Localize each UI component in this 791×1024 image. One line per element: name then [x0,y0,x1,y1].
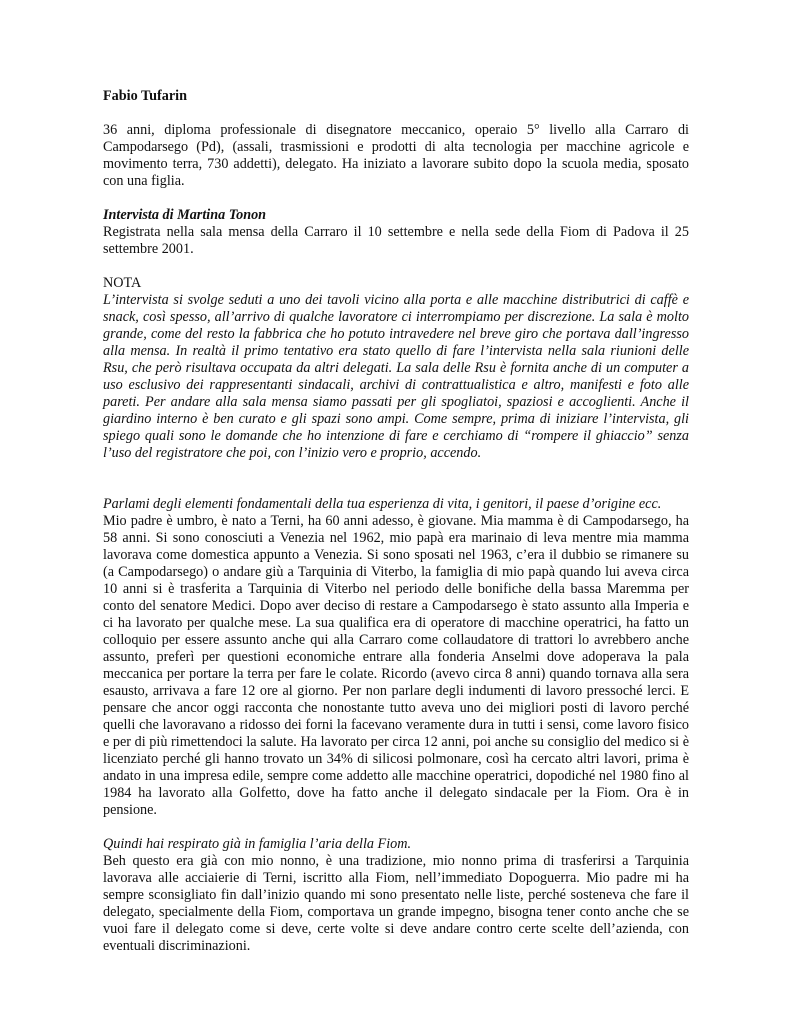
note-text: L’intervista si svolge seduti a uno dei tavoli vicino alla porta e alle macchine distributrici di caffè e snack, così spesso, all’arrivo di qualche lavoratore ci interrompiamo per discrezione. La sala è molto grande, come del resto la fabbrica che ho potuto intravedere nel breve giro che portava dall’ingresso alla mensa. In realtà il primo tentativo era stato quello di fare l’intervista nella sala riunioni delle Rsu, che però risultava occupata da altri delegati. La sala delle Rsu è fornita anche di un computer a uso esclusivo dei rappresentanti sindacali, archivi di contrattualistica e altro, manifesti e foto alle pareti. Per andare alla sala mensa siamo passati per gli spogliatoi, spaziosi e accoglienti. Anche il giardino interno è ben curato e gli spazi sono ampi. Come sempre, prima di iniziare l’intervista, gli spiego quali sono le domande che ho intenzione di fare e cerchiamo di “rompere il ghiaccio” senza l’uso del registratore che poi, con l’inizio vero e proprio, accendo. [103,292,689,461]
answer-1: Mio padre è umbro, è nato a Terni, ha 60 anni adesso, è giovane. Mia mamma è di Campodarsego, ha 58 anni. Si sono conosciuti a Venezia nel 1962, mio papà era marinaio di leva mentre mia mamma lavorava come domestica appunto a Venezia. Si sono sposati nel 1963, c’era il dubbio se rimanere su (a Campodarsego) o andare giù a Tarquinia di Viterbo, la famiglia di mio papà quando lui aveva circa 10 anni si è trasferita a Tarquinia di Viterbo nel periodo delle bonifiche della bassa Maremma per conto del senatore Medici. Dopo aver deciso di restare a Campodarsego è stato assunto alla Imperia e ci ha lavorato per qualche mese. La sua qualifica era di operatore di macchine operatrici, ha fatto un colloquio per essere assunto anche qui alla Carraro come collaudatore di trattori lo avrebbero anche assunto, preferì per questioni economiche entrare alla fonderia Anselmi dove adoperava la pala meccanica per portare la terra per fare le colate. Ricordo (avevo circa 8 anni) quando tornava alla sera esausto, arrivava a fare 12 ore al giorno. Per non parlare degli indumenti di lavoro pressoché lerci. E pensare che ancor oggi racconta che nonostante tutto aveva uno dei migliori posti di lavoro perché quelli che lavoravano a ridosso dei forni la facevano veramente dura in tutti i sensi, come lavoro fisico e per di più rimettendoci la salute. Ha lavorato per circa 12 anni, poi anche su consiglio del medico si è licenziato perché gli hanno trovato un 34% di silicosi polmonare, così ha cercato altri lavori, prima è andato in una impresa edile, sempre come addetto alle macchine operatrici, dopodiché nel 1980 fino al 1984 ha lavorato alla Golfetto, dove ha fatto anche il delegato sindacale per la Fiom. Ora è in pensione. [103,513,689,818]
question-1: Parlami degli elementi fondamentali della tua esperienza di vita, i genitori, il paese d’origine ecc. [103,496,662,512]
interview-heading: Intervista di Martina Tonon [103,207,267,223]
interview-recorded: Registrata nella sala mensa della Carraro il 10 settembre e nella sede della Fiom di Padova il 25 settembre 2001. [103,224,689,257]
question-2: Quindi hai respirato già in famiglia l’aria della Fiom. [103,836,412,852]
bio-paragraph: 36 anni, diploma professionale di disegnatore meccanico, operaio 5° livello alla Carraro di Campodarsego (Pd), (assali, trasmissioni e prodotti di alta tecnologia per macchine agricole e movimento terra, 730 addetti), delegato. Ha iniziato a lavorare subito dopo la scuola media, sposato con una figlia. [103,122,689,189]
document-title: Fabio Tufarin [103,88,187,104]
note-label: NOTA [103,275,142,291]
answer-2: Beh questo era già con mio nonno, è una tradizione, mio nonno prima di trasferirsi a Tarquinia lavorava alle acciaierie di Terni, iscritto alla Fiom, nell’immediato Dopoguerra. Mio padre mi ha sempre sconsigliato fin dall’inizio quando mi sono presentato nelle liste, perché sosteneva che fare il delegato, specialmente della Fiom, comportava un grande impegno, bisogna tener conto anche che se vuoi fare il delegato come si deve, certe volte si deve andare contro certe scelte dell’azienda, con eventuali discriminazioni. [103,853,689,954]
document-page [103,88,689,955]
